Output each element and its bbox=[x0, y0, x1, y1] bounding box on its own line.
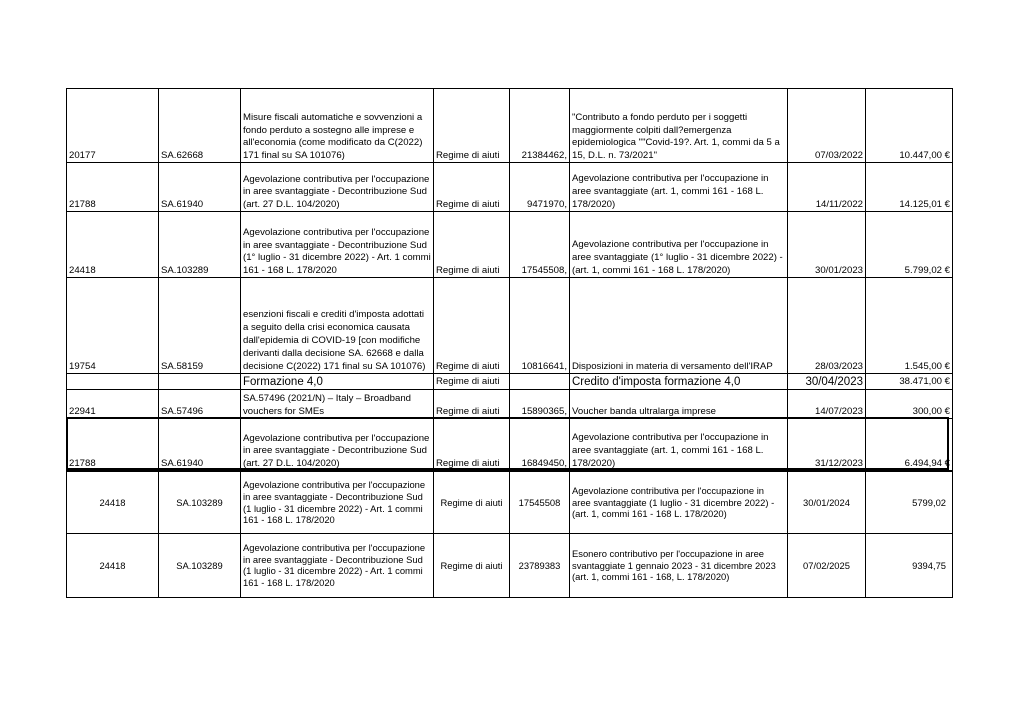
grant-date: 14/07/2023 bbox=[788, 389, 866, 418]
measure-title: Misure fiscali automatiche e sovvenzioni a fondo perduto a sostegno alle imprese e all'economia (come modificato da C(2022) 171 final su SA 101076) bbox=[241, 89, 434, 163]
sa-code: SA.57496 bbox=[159, 389, 241, 418]
sa-code: SA.58159 bbox=[159, 278, 241, 373]
aid-description: Esonero contributivo per l'occupazione in aree svantaggiate 1 gennaio 2023 - 31 dicembre 2023 (art. 1, commi 161 - 168, L. 178/2020) bbox=[570, 533, 788, 597]
sa-code: SA.103289 bbox=[159, 533, 241, 597]
table-row bbox=[67, 163, 953, 212]
regime-type: Regime di aiuti bbox=[434, 533, 510, 597]
concession-code: 17545508 bbox=[510, 471, 570, 533]
aid-description: Agevolazione contributiva per l'occupazione in aree svantaggiate (1 luglio - 31 dicembre 2022) - (art. 1, commi 161 - 168 L. 178/2020) bbox=[570, 471, 788, 533]
grant-date: 28/03/2023 bbox=[788, 278, 866, 373]
concession-code: 10816641, bbox=[510, 278, 570, 373]
aid-description: Disposizioni in materia di versamento dell'IRAP bbox=[570, 278, 788, 373]
aid-number: 24418 bbox=[67, 212, 159, 278]
regime-type: Regime di aiuti bbox=[434, 373, 510, 389]
measure-title: Agevolazione contributiva per l'occupazione in aree svantaggiate - Decontribuzione Sud (1° luglio - 31 dicembre 2022) - Art. 1 commi 161 - 168 L. 178/2020 bbox=[241, 212, 434, 278]
aid-description: Credito d'imposta formazione 4,0 bbox=[570, 373, 788, 389]
concession-code: 21384462, bbox=[510, 89, 570, 163]
aid-description: Agevolazione contributiva per l'occupazione in aree svantaggiate (art. 1, commi 161 - 168 L. 178/2020) bbox=[570, 418, 788, 471]
aid-description: Voucher banda ultralarga imprese bbox=[570, 389, 788, 418]
regime-type: Regime di aiuti bbox=[434, 471, 510, 533]
table-row bbox=[67, 278, 953, 373]
regime-type: Regime di aiuti bbox=[434, 418, 510, 471]
grant-date: 07/02/2025 bbox=[788, 533, 866, 597]
aid-amount: 5.799,02 € bbox=[866, 212, 953, 278]
grant-date: 30/04/2023 bbox=[788, 373, 866, 389]
grant-date: 14/11/2022 bbox=[788, 163, 866, 212]
grant-date: 07/03/2022 bbox=[788, 89, 866, 163]
aid-registry-sheet bbox=[66, 88, 952, 598]
aid-amount: 1.545,00 € bbox=[866, 278, 953, 373]
concession-code: 16849450, bbox=[510, 418, 570, 471]
aid-number: 24418 bbox=[67, 533, 159, 597]
aid-amount: 6.494,94 € bbox=[866, 418, 953, 471]
sa-code bbox=[159, 373, 241, 389]
aid-description: Agevolazione contributiva per l'occupazione in aree svantaggiate (art. 1, commi 161 - 168 L. 178/2020) bbox=[570, 163, 788, 212]
table-row bbox=[67, 533, 953, 597]
measure-title: Formazione 4,0 bbox=[241, 373, 434, 389]
aid-number: 22941 bbox=[67, 389, 159, 418]
measure-title: Agevolazione contributiva per l'occupazione in aree svantaggiate - Decontribuzione Sud (1 luglio - 31 dicembre 2022) - Art. 1 commi 161 - 168 L. 178/2020 bbox=[241, 533, 434, 597]
table-row bbox=[67, 212, 953, 278]
table-row bbox=[67, 89, 953, 163]
measure-title: SA.57496 (2021/N) – Italy – Broadband vouchers for SMEs bbox=[241, 389, 434, 418]
concession-code: 15890365, bbox=[510, 389, 570, 418]
aid-number: 24418 bbox=[67, 471, 159, 533]
table-row bbox=[67, 373, 953, 389]
sa-code: SA.103289 bbox=[159, 471, 241, 533]
aid-amount: 38.471,00 € bbox=[866, 373, 953, 389]
sa-code: SA.62668 bbox=[159, 89, 241, 163]
aid-number: 20177 bbox=[67, 89, 159, 163]
concession-code: 9471970, bbox=[510, 163, 570, 212]
measure-title: esenzioni fiscali e crediti d'imposta adottati a seguito della crisi economica causata dall'epidemia di COVID-19 [con modifiche derivanti dalla decisione SA. 62668 e dalla decisione C(2022) 171 final su SA 101076) bbox=[241, 278, 434, 373]
aid-number: 21788 bbox=[67, 163, 159, 212]
table-row bbox=[67, 418, 953, 471]
aid-amount: 10.447,00 € bbox=[866, 89, 953, 163]
table-row bbox=[67, 471, 953, 533]
aid-amount: 9394,75 bbox=[866, 533, 953, 597]
aid-amount: 300,00 € bbox=[866, 389, 953, 418]
aid-registry-table bbox=[66, 88, 953, 598]
concession-code bbox=[510, 373, 570, 389]
table-row bbox=[67, 389, 953, 418]
concession-code: 17545508, bbox=[510, 212, 570, 278]
concession-code: 23789383 bbox=[510, 533, 570, 597]
sa-code: SA.61940 bbox=[159, 163, 241, 212]
grant-date: 30/01/2024 bbox=[788, 471, 866, 533]
grant-date: 31/12/2023 bbox=[788, 418, 866, 471]
sa-code: SA.103289 bbox=[159, 212, 241, 278]
aid-amount: 5799,02 bbox=[866, 471, 953, 533]
aid-number: 21788 bbox=[67, 418, 159, 471]
measure-title: Agevolazione contributiva per l'occupazione in aree svantaggiate - Decontribuzione Sud (art. 27 D.L. 104/2020) bbox=[241, 418, 434, 471]
grant-date: 30/01/2023 bbox=[788, 212, 866, 278]
aid-number: 19754 bbox=[67, 278, 159, 373]
regime-type: Regime di aiuti bbox=[434, 212, 510, 278]
sa-code: SA.61940 bbox=[159, 418, 241, 471]
aid-number bbox=[67, 373, 159, 389]
measure-title: Agevolazione contributiva per l'occupazione in aree svantaggiate - Decontribuzione Sud (art. 27 D.L. 104/2020) bbox=[241, 163, 434, 212]
aid-description: "Contributo a fondo perduto per i soggetti maggiormente colpiti dall?emergenza epidemiologica ""Covid-19?. Art. 1, commi da 5 a 15, D.L. n. 73/2021" bbox=[570, 89, 788, 163]
regime-type: Regime di aiuti bbox=[434, 389, 510, 418]
regime-type: Regime di aiuti bbox=[434, 163, 510, 212]
aid-description: Agevolazione contributiva per l'occupazione in aree svantaggiate (1° luglio - 31 dicembre 2022) - (art. 1, commi 161 - 168 L. 178/2020) bbox=[570, 212, 788, 278]
measure-title: Agevolazione contributiva per l'occupazione in aree svantaggiate - Decontribuzione Sud (1 luglio - 31 dicembre 2022) - Art. 1 commi 161 - 168 L. 178/2020 bbox=[241, 471, 434, 533]
aid-amount: 14.125,01 € bbox=[866, 163, 953, 212]
regime-type: Regime di aiuti bbox=[434, 89, 510, 163]
regime-type: Regime di aiuti bbox=[434, 278, 510, 373]
